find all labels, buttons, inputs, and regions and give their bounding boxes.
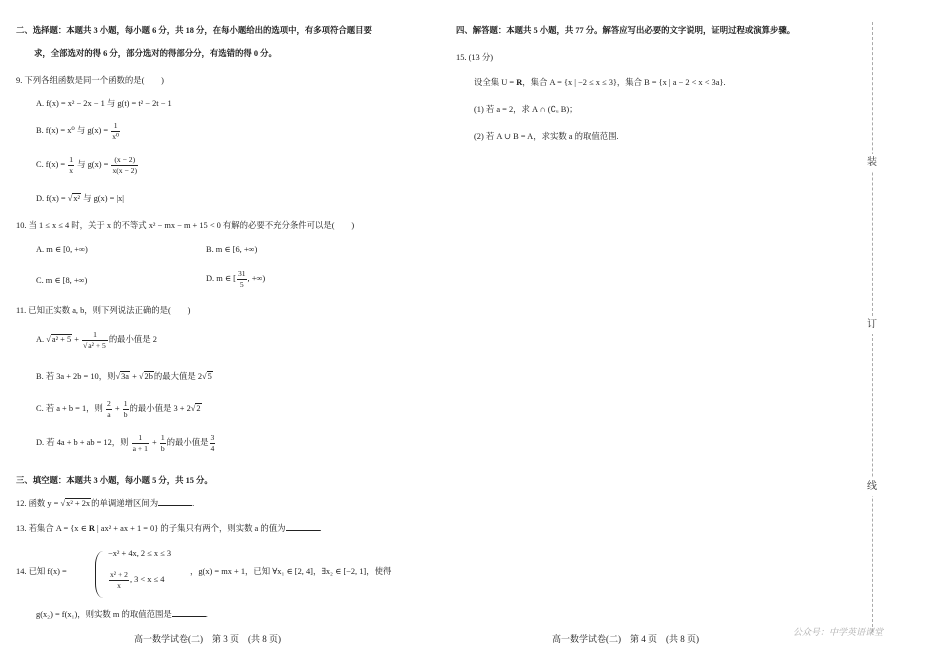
- question-10-option-d: D. m ∈ [ $\frac{31}{5}$ , +∞): [206, 269, 266, 289]
- answer-blank: [286, 523, 320, 531]
- question-10-option-b: B. m ∈ [6, +∞): [206, 245, 258, 254]
- fraction: $\frac{1}{b}$: [123, 399, 128, 419]
- question-14-prefix: 14. 已知 f(x) =: [16, 567, 67, 576]
- binding-mark-ding: 订: [863, 316, 881, 334]
- binding-mark-xian: 线: [863, 478, 881, 496]
- question-15-part-2: (2) 若 A ∪ B = A，求实数 a 的取值范围.: [474, 132, 619, 141]
- fraction: $\frac{3}{4}$: [210, 433, 215, 453]
- question-14-line2: g(x₂) = f(x₁)，则实数 m 的取值范围是 .: [36, 610, 208, 619]
- fraction: $\frac{2}{a}$: [107, 399, 111, 419]
- watermark: 公众号：中学英语课堂: [793, 627, 884, 637]
- question-10-option-c: C. m ∈ [8, +∞): [36, 276, 88, 285]
- answer-blank: [158, 498, 192, 506]
- question-10-option-a: A. m ∈ [0, +∞): [36, 245, 88, 254]
- question-9-option-d: D. f(x) = √x² 与 g(x) = |x|: [36, 194, 124, 203]
- fraction: $\frac{1}{x}$: [69, 155, 74, 175]
- section-3-header: 三、填空题：本题共 3 小题，每小题 5 分，共 15 分。: [16, 476, 213, 485]
- question-14-case-2: $\frac{\text{x² + 2}}{x}$ , 3 < x ≤ 4: [110, 570, 165, 590]
- piecewise-brace: [95, 551, 103, 598]
- section-2-header-line1: 二、选择题：本题共 3 小题，每小题 6 分，共 18 分，在每小题给出的选项中，有多项符合题目要: [16, 26, 372, 35]
- question-11-option-c: C. 若 a + b = 1，则 $\frac{2}{a}$ + $\frac{1}{b}$ 的最小值是 3 + 2√2: [36, 399, 201, 419]
- question-10-stem: 10. 当 1 ≤ x ≤ 4 时，关于 x 的不等式 x² − mx − m + 15 < 0 有解的必要不充分条件可以是( ): [16, 221, 355, 230]
- fraction: $\frac{1}{a + 1}$: [132, 433, 148, 453]
- question-11-option-a: A. √a² + 5 + $\frac{1}{\text{√a² + 5}}$ 的最小值是 2: [36, 330, 157, 350]
- question-9-option-a: A. f(x) = x² − 2x − 1 与 g(t) = t² − 2t − 1: [36, 99, 172, 108]
- question-9-stem: 9. 下列各组函数是同一个函数的是( ): [16, 76, 164, 85]
- section-2-header-line2: 求，全部选对的得 6 分，部分选对的得部分分，有选错的得 0 分。: [34, 49, 277, 58]
- fraction: $\frac{(x - 2)}{x(x - 2)}$: [112, 155, 138, 175]
- question-14-condition: ，g(x) = mx + 1，已知 ∀x₁ ∈ [2, 4]，∃x₂ ∈ [−2, 1]，使得: [190, 567, 392, 576]
- question-12: 12. 函数 y = √x² + 2x的单调递增区间为 .: [16, 499, 195, 508]
- page-footer-right: 高一数学试卷(二) 第 4 页 (共 8 页): [552, 634, 699, 644]
- question-9-option-b: B. f(x) = x⁰ 与 g(x) = $\frac{1}{\text{x⁰}}$: [36, 121, 120, 141]
- fraction: $\frac{1}{\text{√a² + 5}}$: [83, 330, 106, 350]
- binding-mark-zhuang: 装: [863, 154, 881, 172]
- fraction: $\frac{1}{b}$: [160, 433, 165, 453]
- question-15-part-1: (1) 若 a = 2，求 A ∩ (∁ᵤ B)；: [474, 105, 578, 114]
- fraction: $\frac{1}{\text{x⁰}}$: [112, 121, 120, 141]
- question-15-stem: 设全集 U = R，集合 A = {x | −2 ≤ x ≤ 3}，集合 B = {x | a − 2 < x < 3a}.: [474, 78, 726, 87]
- question-14-case-1: −x² + 4x, 2 ≤ x ≤ 3: [108, 549, 172, 558]
- question-11-option-d: D. 若 4a + b + ab = 12，则 $\frac{1}{a + 1}$ + $\frac{1}{b}$ 的最小值是 $\frac{3}{4}$: [36, 433, 215, 453]
- section-4-header: 四、解答题：本题共 5 小题，共 77 分。解答应写出必要的文字说明，证明过程或演算步骤。: [456, 26, 796, 35]
- page-footer-left: 高一数学试卷(二) 第 3 页 (共 8 页): [134, 634, 281, 644]
- question-11-stem: 11. 已知正实数 a, b，则下列说法正确的是( ): [16, 306, 191, 315]
- answer-blank: [172, 609, 206, 617]
- fraction: $\frac{\text{x² + 2}}{x}$: [110, 570, 128, 590]
- question-15-score: 15. (13 分): [456, 53, 493, 62]
- fraction: $\frac{31}{5}$: [237, 269, 246, 289]
- question-9-option-c: C. f(x) = $\frac{1}{x}$ 与 g(x) = $\frac{(x - 2)}{x(x - 2)}$: [36, 155, 138, 175]
- question-11-option-b: B. 若 3a + 2b = 10，则√3a + √2b的最大值是 2√5: [36, 372, 212, 381]
- question-13: 13. 若集合 A = {x ∈ R | ax² + ax + 1 = 0} 的子集只有两个，则实数 a 的值为 .: [16, 524, 322, 533]
